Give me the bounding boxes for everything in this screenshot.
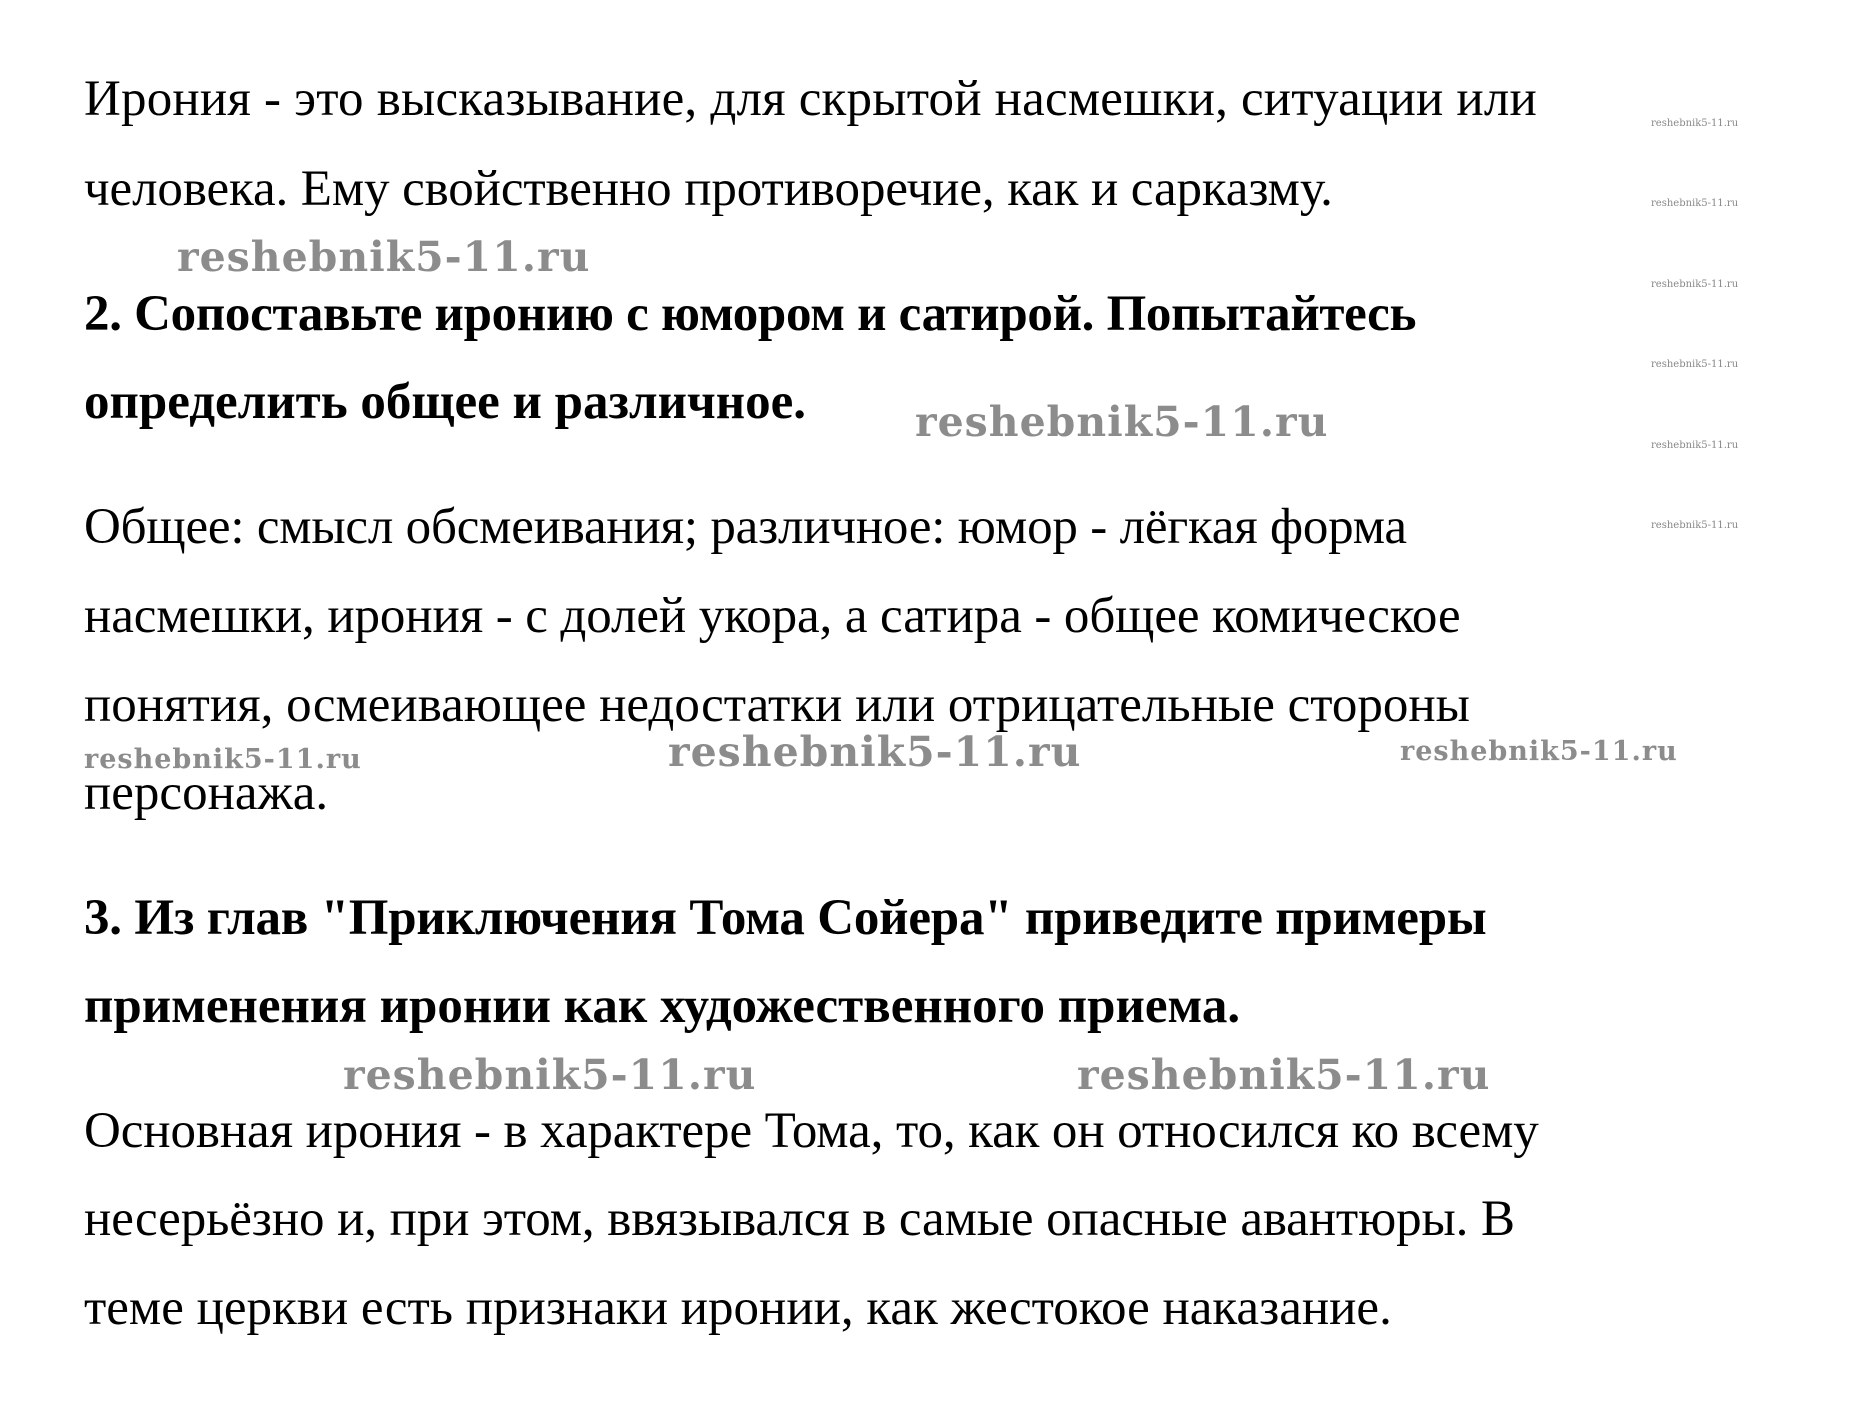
watermark: reshebnik5-11.ru (343, 1051, 757, 1099)
watermark: reshebnik5-11.ru (84, 744, 362, 775)
answer-3-line-3: теме церкви есть признаки иронии, как жестокое наказание. (84, 1280, 1392, 1336)
watermark: reshebnik5-11.ru (668, 728, 1082, 776)
answer-2-line-4: персонажа. (84, 765, 329, 821)
answer-2-line-1: Общее: смысл обсмеивания; различное: юмор - лёгкая форма (84, 499, 1407, 555)
answer-2-line-2: насмешки, ирония - с долей укора, а сатира - общее комическое (84, 588, 1461, 644)
watermark: reshebnik5-11.ru (1651, 520, 1739, 531)
answer-3-line-2: несерьёзно и, при этом, ввязывался в самые опасные авантюры. В (84, 1191, 1515, 1247)
paragraph-1-line-2: человека. Ему свойственно противоречие, как и сарказму. (84, 161, 1333, 217)
watermark: reshebnik5-11.ru (1651, 118, 1739, 129)
watermark: reshebnik5-11.ru (1651, 198, 1739, 209)
question-3-line-1: 3. Из глав "Приключения Тома Сойера" приведите примеры (84, 890, 1487, 946)
answer-2-line-3: понятия, осмеивающее недостатки или отрицательные стороны (84, 677, 1470, 733)
answer-3-line-1: Основная ирония - в характере Тома, то, как он относился ко всему (84, 1103, 1539, 1159)
watermark: reshebnik5-11.ru (1651, 440, 1739, 451)
question-2-line-1: 2. Сопоставьте иронию с юмором и сатирой. Попытайтесь (84, 286, 1417, 342)
watermark: reshebnik5-11.ru (915, 398, 1329, 446)
watermark: reshebnik5-11.ru (177, 233, 591, 281)
watermark: reshebnik5-11.ru (1651, 359, 1739, 370)
watermark: reshebnik5-11.ru (1400, 736, 1678, 767)
watermark: reshebnik5-11.ru (1651, 279, 1739, 290)
question-3-line-2: применения иронии как художественного приема. (84, 978, 1241, 1034)
paragraph-1-line-1: Ирония - это высказывание, для скрытой насмешки, ситуации или (84, 71, 1538, 127)
watermark: reshebnik5-11.ru (1077, 1051, 1491, 1099)
question-2-line-2: определить общее и различное. (84, 374, 807, 430)
